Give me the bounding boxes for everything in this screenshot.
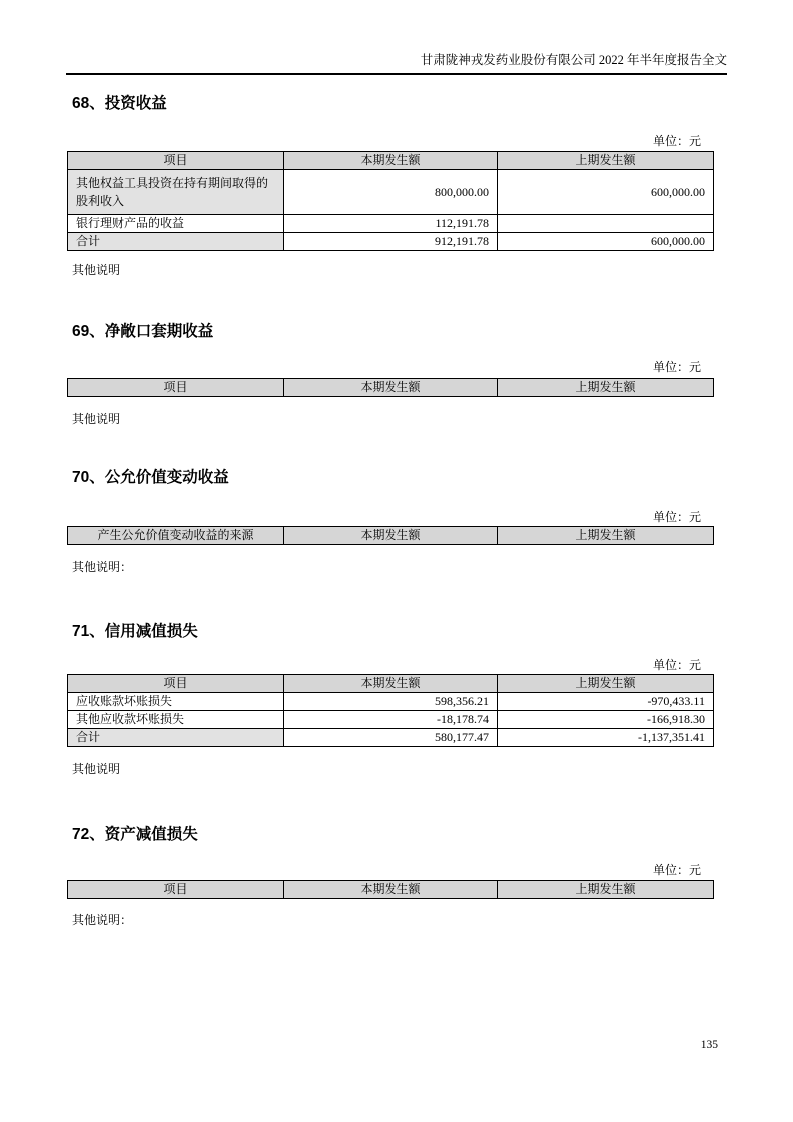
table-total-row — [68, 233, 714, 251]
current-amount-cell: 598,356.21 — [284, 693, 498, 711]
col-header-current-period: 本期发生额 — [284, 379, 498, 397]
prior-amount-cell: -166,918.30 — [498, 711, 714, 729]
prior-amount-cell: 600,000.00 — [498, 170, 714, 215]
current-amount-cell: -18,178.74 — [284, 711, 498, 729]
header-title: 甘肃陇神戎发药业股份有限公司 2022 年半年度报告全文 — [420, 53, 727, 67]
credit-impairment-table — [67, 674, 714, 747]
other-notes-label: 其他说明： — [72, 560, 133, 574]
current-amount-cell: 580,177.47 — [284, 729, 498, 747]
row-label-cell: 合计 — [68, 233, 284, 251]
prior-amount-cell: -970,433.11 — [498, 693, 714, 711]
table-total-row — [68, 729, 714, 747]
asset-impairment-table — [67, 880, 714, 899]
table-row — [68, 711, 714, 729]
col-header-current-period: 本期发生额 — [284, 152, 498, 170]
col-header-item: 项目 — [68, 152, 284, 170]
row-label-cell: 其他应收款坏账损失 — [68, 711, 284, 729]
col-header-item: 项目 — [68, 881, 284, 899]
row-label-cell: 银行理财产品的收益 — [68, 215, 284, 233]
table-row — [68, 693, 714, 711]
col-header-prior-period: 上期发生额 — [498, 675, 714, 693]
section-68-investment-income — [67, 94, 713, 277]
section-71-credit-impairment-loss — [67, 622, 713, 776]
section-heading: 71、信用减值损失 — [72, 623, 198, 640]
col-header-prior-period: 上期发生额 — [498, 527, 714, 545]
unit-label: 单位：元 — [652, 510, 701, 524]
table-row — [68, 215, 714, 233]
prior-amount-cell — [498, 215, 714, 233]
unit-label: 单位：元 — [652, 658, 701, 672]
section-heading: 72、资产减值损失 — [72, 826, 198, 843]
col-header-prior-period: 上期发生额 — [498, 379, 714, 397]
investment-income-table — [67, 151, 714, 251]
current-amount-cell: 112,191.78 — [284, 215, 498, 233]
page-number: 135 — [700, 1039, 718, 1051]
col-header-prior-period: 上期发生额 — [498, 152, 714, 170]
section-heading: 69、净敞口套期收益 — [72, 323, 214, 340]
current-amount-cell: 800,000.00 — [284, 170, 498, 215]
net-exposure-hedging-table — [67, 378, 714, 397]
col-header-current-period: 本期发生额 — [284, 527, 498, 545]
unit-label: 单位：元 — [652, 863, 701, 877]
section-69-net-exposure-hedging-income — [67, 322, 713, 426]
col-header-current-period: 本期发生额 — [284, 675, 498, 693]
other-notes-label: 其他说明 — [72, 263, 121, 277]
table-header-row — [68, 675, 714, 693]
row-label-cell: 其他权益工具投资在持有期间取得的股利收入 — [68, 170, 284, 215]
other-notes-label: 其他说明 — [72, 762, 121, 776]
col-header-item: 项目 — [68, 379, 284, 397]
section-heading: 70、公允价值变动收益 — [72, 469, 229, 486]
col-header-current-period: 本期发生额 — [284, 881, 498, 899]
other-notes-label: 其他说明： — [72, 913, 133, 927]
fair-value-change-table — [67, 526, 714, 545]
current-amount-cell: 912,191.78 — [284, 233, 498, 251]
table-header-row — [68, 152, 714, 170]
row-label-cell: 合计 — [68, 729, 284, 747]
prior-amount-cell: -1,137,351.41 — [498, 729, 714, 747]
section-70-fair-value-change-income — [67, 468, 713, 574]
table-header-row — [68, 379, 714, 397]
prior-amount-cell: 600,000.00 — [498, 233, 714, 251]
page-header — [66, 52, 727, 75]
unit-label: 单位：元 — [652, 134, 701, 148]
other-notes-label: 其他说明 — [72, 412, 121, 426]
table-header-row — [68, 527, 714, 545]
section-heading: 68、投资收益 — [72, 95, 167, 112]
section-72-asset-impairment-loss — [67, 825, 713, 927]
row-label-cell: 应收账款坏账损失 — [68, 693, 284, 711]
col-header-source: 产生公允价值变动收益的来源 — [68, 527, 284, 545]
table-header-row — [68, 881, 714, 899]
table-row — [68, 170, 714, 215]
unit-label: 单位：元 — [652, 360, 701, 374]
col-header-item: 项目 — [68, 675, 284, 693]
col-header-prior-period: 上期发生额 — [498, 881, 714, 899]
